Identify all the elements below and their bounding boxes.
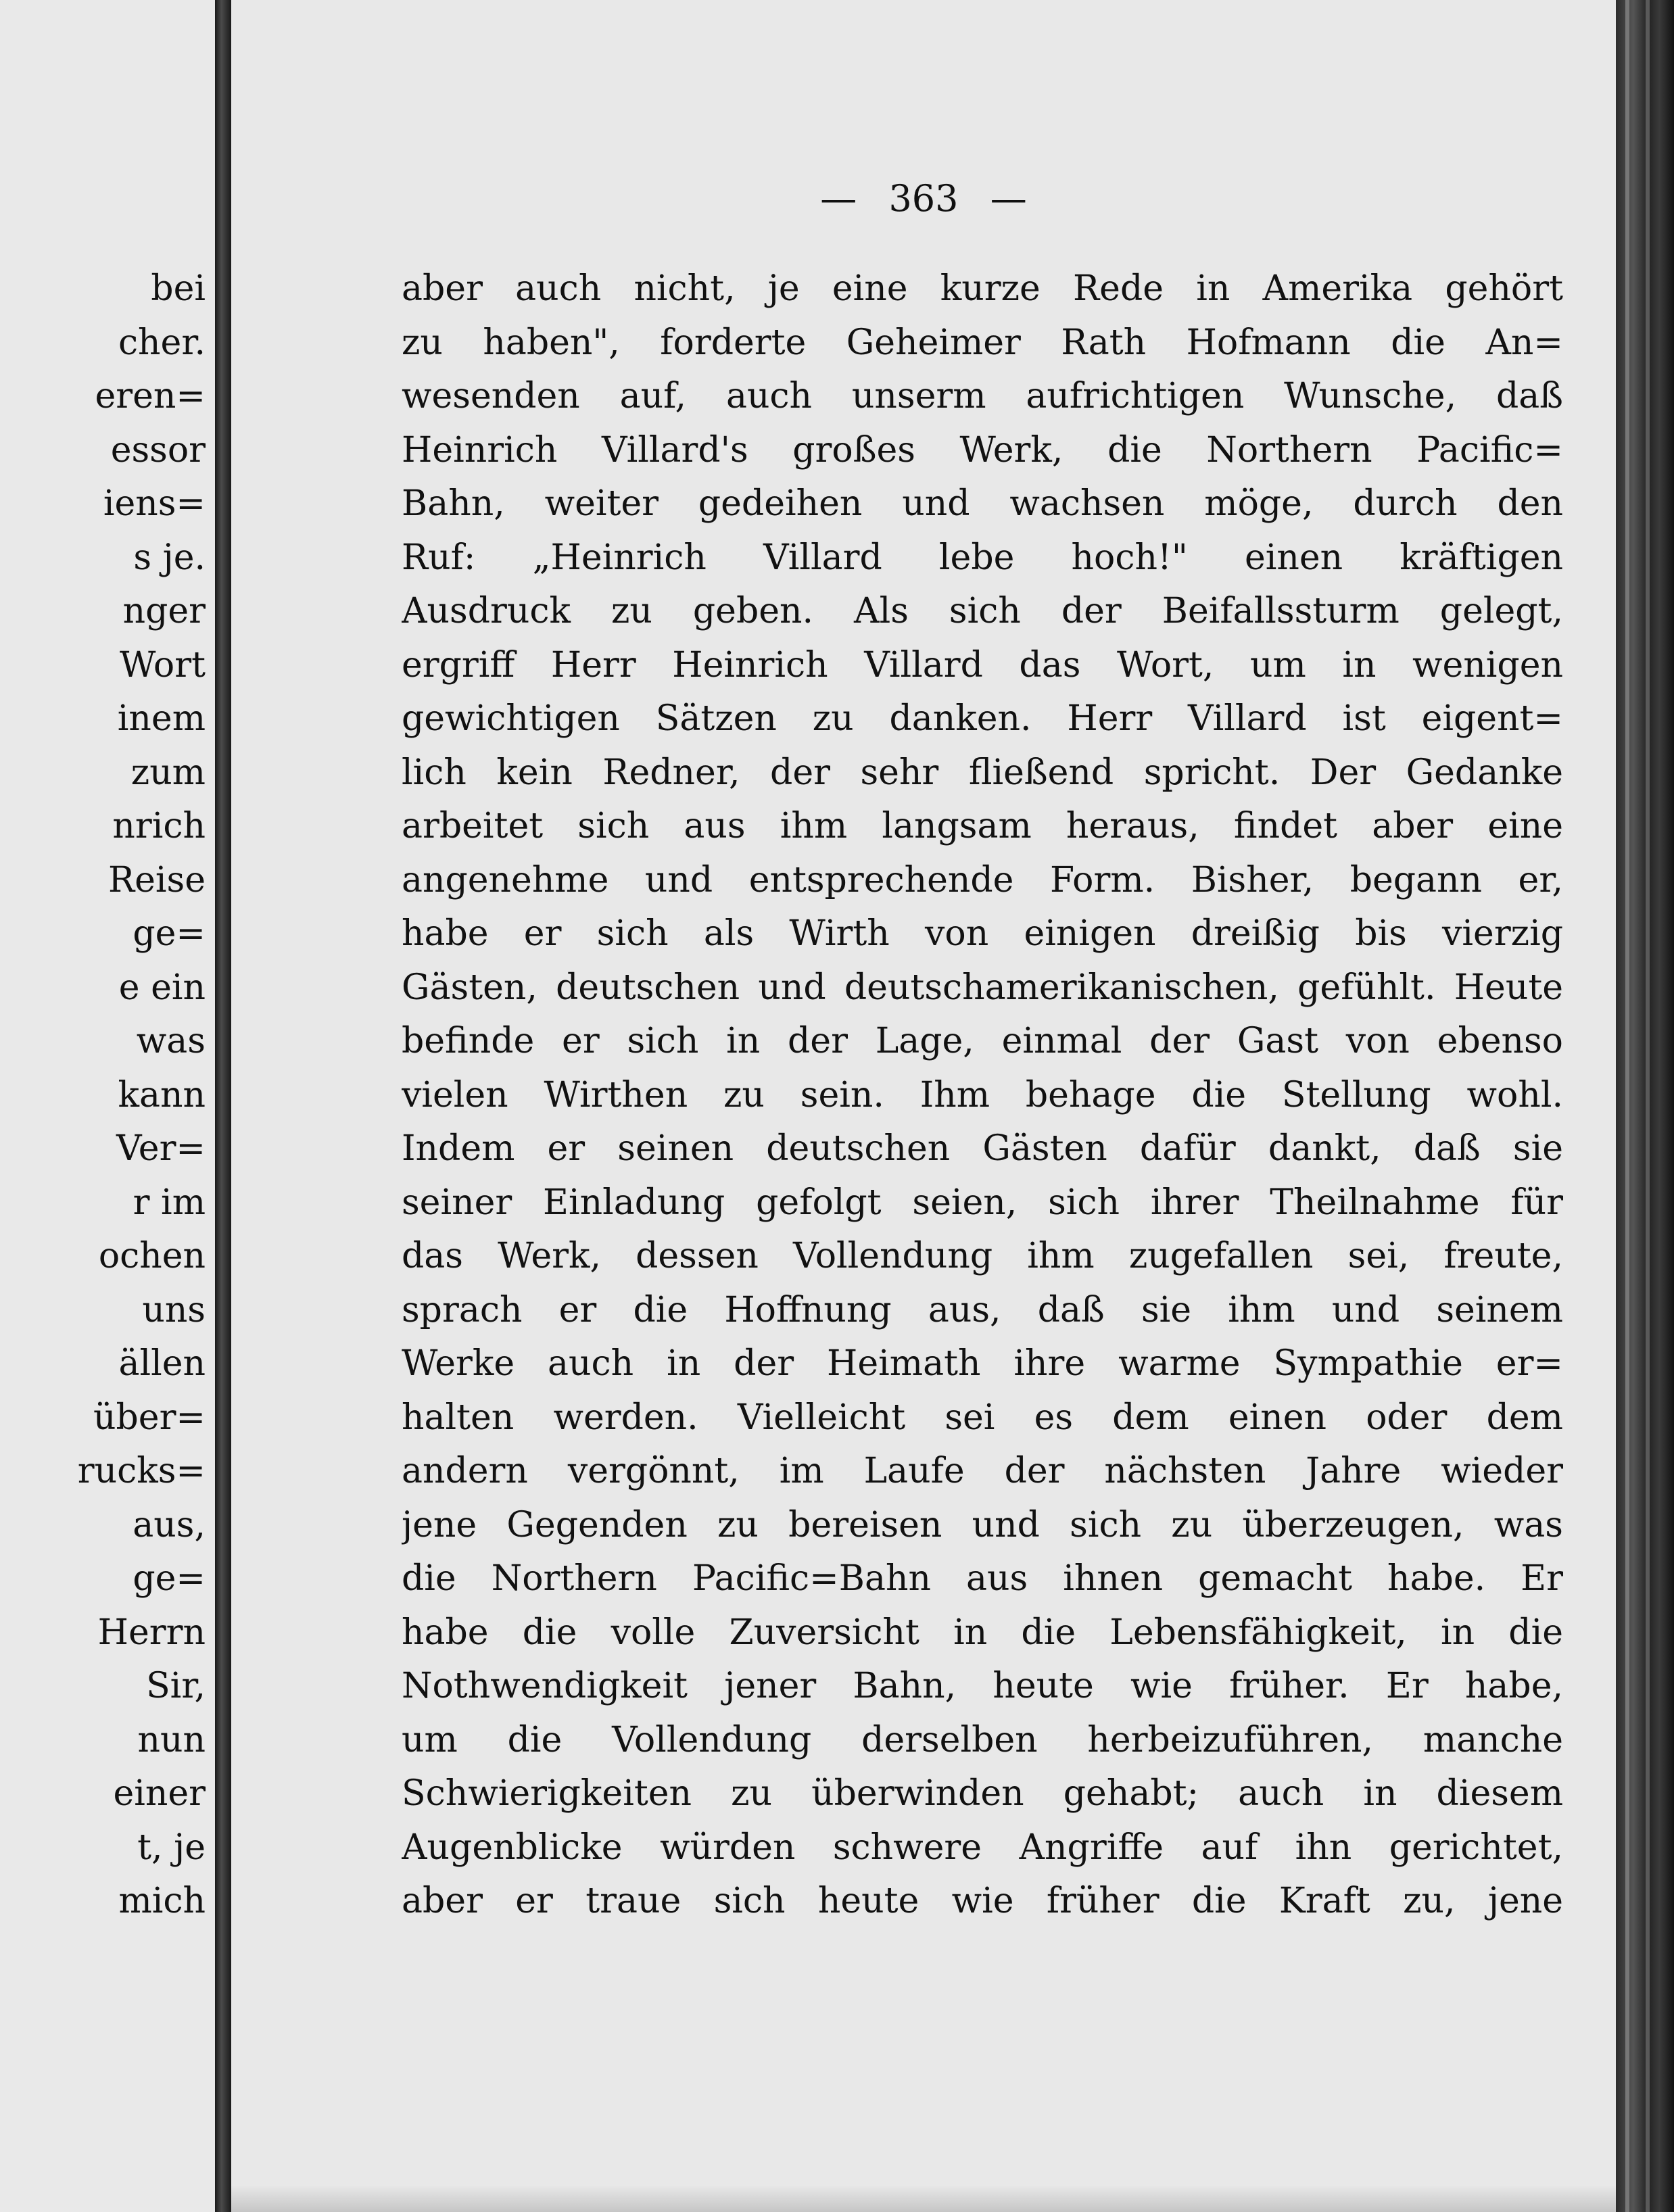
text-line: Ruf: „Heinrich Villard lebe hoch!" einen kräftigen: [402, 537, 1563, 578]
text-line: befinde er sich in der Lage, einmal der Gast von ebenso: [402, 1021, 1563, 1061]
left-page-line: uns: [142, 1289, 206, 1330]
text-line: jene Gegenden zu bereisen und sich zu überzeugen, was: [402, 1504, 1563, 1545]
left-page-line: Reise: [107, 859, 206, 900]
edge-stripe: [1646, 0, 1650, 2212]
body-text: [402, 262, 1563, 1929]
left-page-fragment: [0, 0, 215, 2212]
left-page-line: einer: [113, 1773, 206, 1814]
text-line: habe er sich als Wirth von einigen dreißig bis vierzig: [402, 913, 1563, 954]
left-page-line: s je.: [133, 537, 206, 578]
page-edge-binding: [1616, 0, 1674, 2212]
left-page-line: r im: [133, 1182, 206, 1223]
left-page-line: ochen: [98, 1236, 206, 1276]
text-line: Gästen, deutschen und deutschamerikanischen, gefühlt. Heute: [402, 967, 1563, 1008]
text-line: angenehme und entsprechende Form. Bisher, begann er,: [402, 859, 1563, 900]
text-line: Augenblicke würden schwere Angriffe auf ihn gerichtet,: [402, 1827, 1563, 1868]
page-bottom-shadow: [231, 2185, 1616, 2212]
left-page-line: eren=: [95, 376, 206, 416]
text-line: Nothwendigkeit jener Bahn, heute wie früher. Er habe,: [402, 1666, 1563, 1706]
left-page-line: essor: [110, 429, 206, 471]
text-line: arbeitet sich aus ihm langsam heraus, findet aber eine: [402, 806, 1563, 846]
text-line: Ausdruck zu geben. Als sich der Beifallssturm gelegt,: [402, 591, 1563, 631]
header-dash-left: —: [820, 177, 857, 220]
text-line: sprach er die Hoffnung aus, daß sie ihm und seinem: [402, 1289, 1563, 1330]
text-line: vielen Wirthen zu sein. Ihm behage die Stellung wohl.: [402, 1074, 1563, 1115]
left-page-line: iens=: [103, 483, 206, 524]
book-gutter: [215, 0, 231, 2212]
left-page-line: nrich: [112, 806, 206, 846]
text-line: Bahn, weiter gedeihen und wachsen möge, durch den: [402, 483, 1563, 524]
left-page-line: Ver=: [116, 1128, 206, 1169]
text-line: ergriff Herr Heinrich Villard das Wort, um in wenigen: [402, 644, 1563, 686]
text-line: seiner Einladung gefolgt seien, sich ihrer Theilnahme für: [402, 1182, 1563, 1223]
left-page-line: nger: [122, 591, 206, 631]
left-page-line: e ein: [118, 967, 206, 1008]
left-page-line: mich: [118, 1881, 206, 1921]
page-header: [231, 177, 1616, 220]
left-page-line: t, je: [137, 1827, 206, 1868]
left-page-lines: [78, 262, 206, 1929]
left-page-line: zum: [130, 752, 206, 793]
text-line: Heinrich Villard's großes Werk, die Northern Pacific=: [402, 429, 1563, 471]
left-page-line: cher.: [118, 322, 206, 363]
text-line: aber er traue sich heute wie früher die Kraft zu, jene: [402, 1881, 1563, 1921]
left-page-line: Herrn: [97, 1612, 206, 1653]
text-line: aber auch nicht, je eine kurze Rede in Amerika gehört: [402, 268, 1563, 309]
text-line: Indem er seinen deutschen Gästen dafür dankt, daß sie: [402, 1128, 1563, 1169]
text-line: gewichtigen Sätzen zu danken. Herr Villard ist eigent=: [402, 698, 1563, 739]
text-line: die Northern Pacific=Bahn aus ihnen gemacht habe. Er: [402, 1558, 1563, 1599]
left-page-line: was: [136, 1021, 206, 1061]
text-line: zu haben", forderte Geheimer Rath Hofmann die An=: [402, 322, 1563, 363]
text-line: wesenden auf, auch unserm aufrichtigen Wunsche, daß: [402, 376, 1563, 416]
left-page-line: inem: [117, 698, 206, 739]
right-page: [231, 0, 1616, 2212]
text-line: halten werden. Vielleicht sei es dem einen oder dem: [402, 1397, 1563, 1438]
page-number: 363: [888, 177, 959, 220]
text-line: das Werk, dessen Vollendung ihm zugefallen sei, freute,: [402, 1236, 1563, 1276]
left-page-line: Sir,: [146, 1666, 206, 1706]
left-page-line: ällen: [118, 1343, 206, 1384]
left-page-line: aus,: [133, 1504, 206, 1545]
edge-stripe: [1625, 0, 1629, 2212]
text-line: andern vergönnt, im Laufe der nächsten Jahre wieder: [402, 1451, 1563, 1491]
left-page-line: Wort: [120, 644, 206, 686]
left-page-line: bei: [151, 268, 206, 309]
left-page-line: über=: [93, 1397, 206, 1438]
left-page-line: ge=: [133, 913, 206, 954]
text-line: habe die volle Zuversicht in die Lebensfähigkeit, in die: [402, 1612, 1563, 1653]
left-page-line: kann: [118, 1074, 206, 1115]
left-page-line: ge=: [133, 1558, 206, 1599]
header-dash-right: —: [990, 177, 1027, 220]
text-line: Werke auch in der Heimath ihre warme Sympathie er=: [402, 1343, 1563, 1384]
text-line: Schwierigkeiten zu überwinden gehabt; auch in diesem: [402, 1773, 1563, 1814]
left-page-line: nun: [137, 1719, 206, 1760]
text-line: lich kein Redner, der sehr fließend spricht. Der Gedanke: [402, 752, 1563, 793]
left-page-line: rucks=: [77, 1451, 206, 1491]
text-line: um die Vollendung derselben herbeizuführen, manche: [402, 1719, 1563, 1760]
